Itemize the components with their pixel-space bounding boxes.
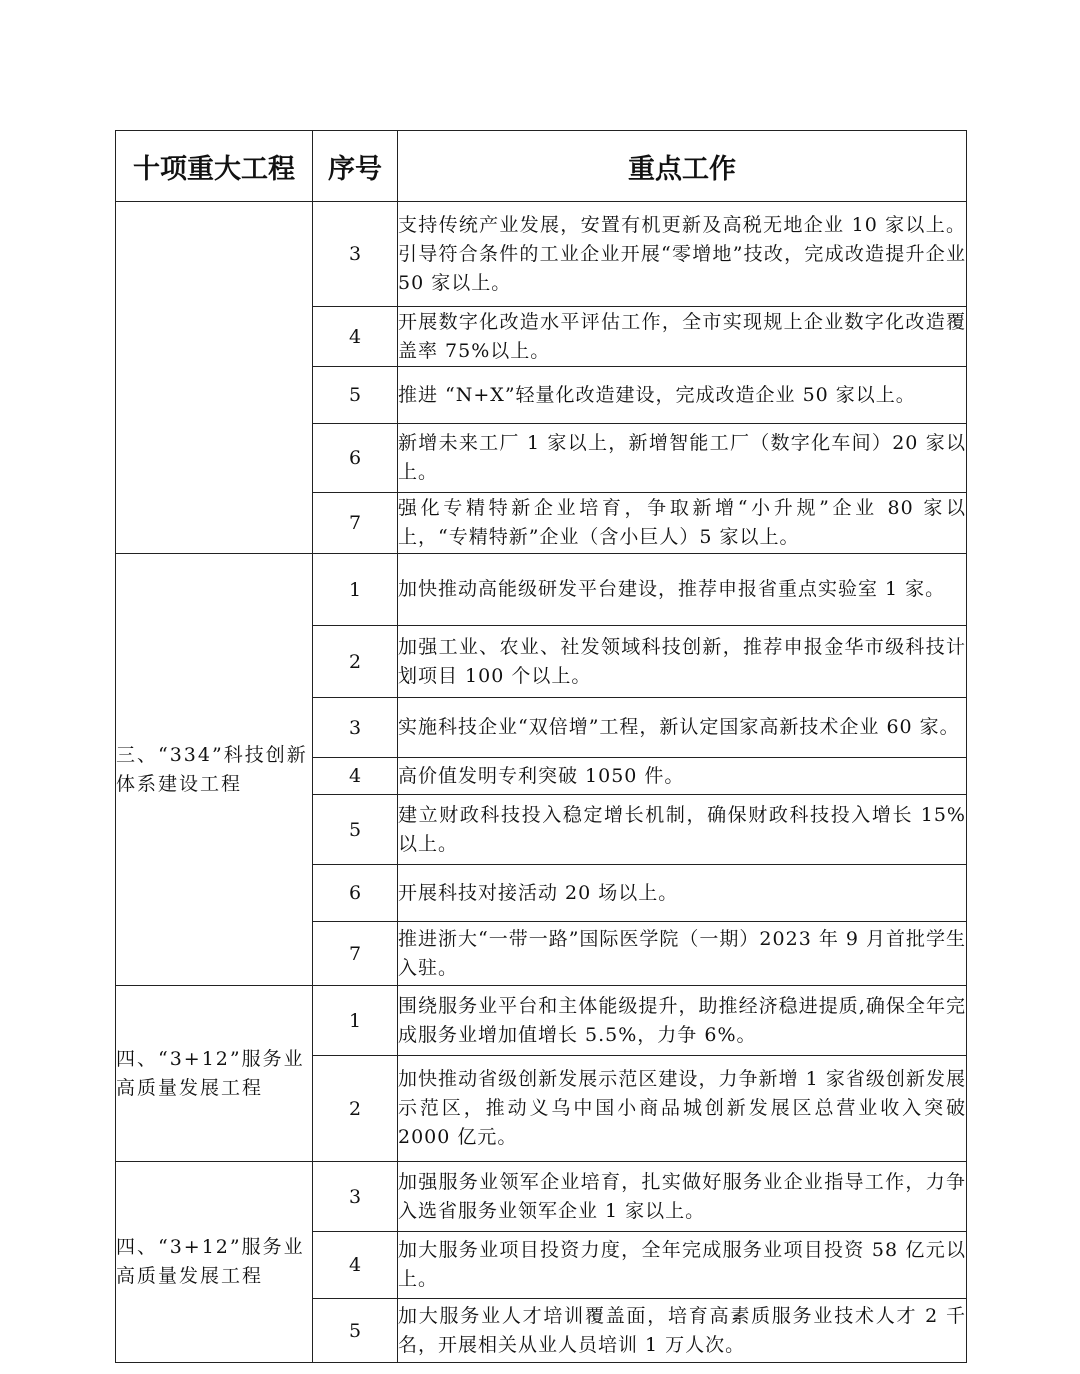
key-projects-table — [115, 130, 967, 1363]
header-work: 重点工作 — [398, 131, 967, 202]
seq-cell: 1 — [313, 554, 398, 626]
seq-cell: 5 — [313, 367, 398, 424]
project-cell: 四、“3+12”服务业高质量发展工程 — [116, 1162, 313, 1363]
table-row — [116, 554, 967, 626]
work-cell: 新增未来工厂 1 家以上，新增智能工厂（数字化车间）20 家以上。 — [398, 424, 967, 493]
seq-cell: 3 — [313, 202, 398, 307]
work-cell: 加大服务业项目投资力度，全年完成服务业项目投资 58 亿元以上。 — [398, 1232, 967, 1299]
work-cell: 加强服务业领军企业培育，扎实做好服务业企业指导工作，力争入选省服务业领军企业 1 家以上。 — [398, 1162, 967, 1232]
header-project: 十项重大工程 — [116, 131, 313, 202]
header-seq: 序号 — [313, 131, 398, 202]
seq-cell: 6 — [313, 424, 398, 493]
seq-cell: 4 — [313, 758, 398, 795]
work-cell: 实施科技企业“双倍增”工程，新认定国家高新技术企业 60 家。 — [398, 698, 967, 758]
work-cell: 强化专精特新企业培育，争取新增“小升规”企业 80 家以上，“专精特新”企业（含小巨人）5 家以上。 — [398, 493, 967, 554]
seq-cell: 6 — [313, 865, 398, 922]
work-cell: 推进浙大“一带一路”国际医学院（一期）2023 年 9 月首批学生入驻。 — [398, 922, 967, 986]
seq-cell: 2 — [313, 1056, 398, 1162]
table-row — [116, 986, 967, 1056]
table-row — [116, 1162, 967, 1232]
work-cell: 加快推动省级创新发展示范区建设，力争新增 1 家省级创新发展示范区，推动义乌中国小商品城创新发展区总营业收入突破 2000 亿元。 — [398, 1056, 967, 1162]
work-cell: 支持传统产业发展，安置有机更新及高税无地企业 10 家以上。引导符合条件的工业企业开展“零增地”技改，完成改造提升企业 50 家以上。 — [398, 202, 967, 307]
seq-cell: 4 — [313, 1232, 398, 1299]
seq-cell: 7 — [313, 493, 398, 554]
seq-cell: 3 — [313, 698, 398, 758]
work-cell: 围绕服务业平台和主体能级提升，助推经济稳进提质,确保全年完成服务业增加值增长 5.5%，力争 6%。 — [398, 986, 967, 1056]
seq-cell: 4 — [313, 307, 398, 367]
seq-cell: 3 — [313, 1162, 398, 1232]
seq-cell: 5 — [313, 1299, 398, 1363]
work-cell: 加强工业、农业、社发领域科技创新，推荐申报金华市级科技计划项目 100 个以上。 — [398, 626, 967, 698]
seq-cell: 7 — [313, 922, 398, 986]
table-row — [116, 202, 967, 307]
work-cell: 推进 “N+X”轻量化改造建设，完成改造企业 50 家以上。 — [398, 367, 967, 424]
project-cell: 三、“334”科技创新体系建设工程 — [116, 554, 313, 986]
project-cell — [116, 202, 313, 554]
work-cell: 加大服务业人才培训覆盖面，培育高素质服务业技术人才 2 千名，开展相关从业人员培训 1 万人次。 — [398, 1299, 967, 1363]
work-cell: 开展数字化改造水平评估工作，全市实现规上企业数字化改造覆盖率 75%以上。 — [398, 307, 967, 367]
work-cell: 建立财政科技投入稳定增长机制，确保财政科技投入增长 15%以上。 — [398, 795, 967, 865]
work-cell: 高价值发明专利突破 1050 件。 — [398, 758, 967, 795]
work-cell: 开展科技对接活动 20 场以上。 — [398, 865, 967, 922]
work-cell: 加快推动高能级研发平台建设，推荐申报省重点实验室 1 家。 — [398, 554, 967, 626]
seq-cell: 1 — [313, 986, 398, 1056]
table-header-row — [116, 131, 967, 202]
seq-cell: 2 — [313, 626, 398, 698]
project-cell: 四、“3+12”服务业高质量发展工程 — [116, 986, 313, 1162]
seq-cell: 5 — [313, 795, 398, 865]
